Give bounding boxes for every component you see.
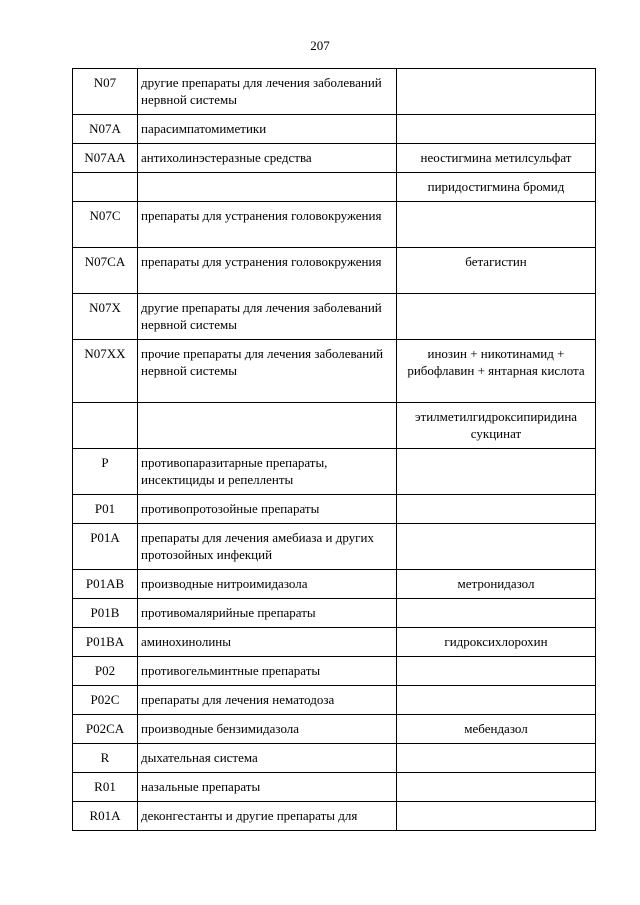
atc-code-cell: P01B [73, 599, 138, 628]
table-row [73, 686, 596, 715]
atc-code-cell: R01 [73, 773, 138, 802]
atc-code-cell: R [73, 744, 138, 773]
atc-code-cell: R01A [73, 802, 138, 831]
table-row [73, 115, 596, 144]
atc-code-cell: N07A [73, 115, 138, 144]
drug-name-cell [397, 69, 596, 115]
anatomical-therapeutic-group-cell: противомалярийные препараты [138, 599, 397, 628]
anatomical-therapeutic-group-cell: назальные препараты [138, 773, 397, 802]
drug-name-cell [397, 657, 596, 686]
table-row [73, 69, 596, 115]
atc-code-cell: P02CA [73, 715, 138, 744]
anatomical-therapeutic-group-cell: прочие препараты для лечения заболеваний нервной системы [138, 340, 397, 403]
table-row [73, 599, 596, 628]
drug-name-cell [397, 524, 596, 570]
table-row [73, 495, 596, 524]
anatomical-therapeutic-group-cell: парасимпатомиметики [138, 115, 397, 144]
drug-name-cell [397, 115, 596, 144]
drug-name-cell: метронидазол [397, 570, 596, 599]
table-row [73, 173, 596, 202]
drug-name-cell [397, 202, 596, 248]
drug-name-cell: этилметилгидроксипиридина сукцинат [397, 403, 596, 449]
atc-code-cell: N07X [73, 294, 138, 340]
drug-name-cell: инозин + никотинамид + рибофлавин + янтарная кислота [397, 340, 596, 403]
anatomical-therapeutic-group-cell: препараты для лечения амебиаза и других протозойных инфекций [138, 524, 397, 570]
atc-code-cell: P01BA [73, 628, 138, 657]
anatomical-therapeutic-group-cell: дыхательная система [138, 744, 397, 773]
anatomical-therapeutic-group-cell: производные бензимидазола [138, 715, 397, 744]
anatomical-therapeutic-group-cell [138, 173, 397, 202]
drug-name-cell [397, 294, 596, 340]
anatomical-therapeutic-group-cell: антихолинэстеразные средства [138, 144, 397, 173]
anatomical-therapeutic-group-cell: препараты для лечения нематодоза [138, 686, 397, 715]
table-row [73, 570, 596, 599]
anatomical-therapeutic-group-cell: препараты для устранения головокружения [138, 202, 397, 248]
drug-name-cell [397, 599, 596, 628]
drug-name-cell [397, 686, 596, 715]
table-row [73, 773, 596, 802]
anatomical-therapeutic-group-cell: аминохинолины [138, 628, 397, 657]
atc-code-cell: P02 [73, 657, 138, 686]
drug-name-cell [397, 744, 596, 773]
anatomical-therapeutic-group-cell: противопаразитарные препараты, инсектициды и репелленты [138, 449, 397, 495]
drug-name-cell: бетагистин [397, 248, 596, 294]
anatomical-therapeutic-group-cell: препараты для устранения головокружения [138, 248, 397, 294]
table-row [73, 340, 596, 403]
atc-code-cell: P01 [73, 495, 138, 524]
page-number: 207 [310, 38, 330, 53]
atc-code-cell: P02C [73, 686, 138, 715]
drug-name-cell: гидроксихлорохин [397, 628, 596, 657]
atc-code-cell: N07 [73, 69, 138, 115]
table-row [73, 294, 596, 340]
anatomical-therapeutic-group-cell: противогельминтные препараты [138, 657, 397, 686]
table-row [73, 202, 596, 248]
atc-code-cell: P [73, 449, 138, 495]
anatomical-therapeutic-group-cell: другие препараты для лечения заболеваний нервной системы [138, 294, 397, 340]
atc-code-cell: N07C [73, 202, 138, 248]
table-row [73, 657, 596, 686]
anatomical-therapeutic-group-cell: деконгестанты и другие препараты для [138, 802, 397, 831]
table-row [73, 144, 596, 173]
drug-name-cell: мебендазол [397, 715, 596, 744]
drug-name-cell [397, 449, 596, 495]
table-row [73, 449, 596, 495]
atc-code-cell [73, 173, 138, 202]
table-row [73, 744, 596, 773]
atc-code-cell: N07XX [73, 340, 138, 403]
atc-code-cell: P01A [73, 524, 138, 570]
drug-name-cell: неостигмина метилсульфат [397, 144, 596, 173]
atc-code-cell [73, 403, 138, 449]
drug-name-cell [397, 802, 596, 831]
table-row [73, 248, 596, 294]
table-row [73, 802, 596, 831]
drug-classification-table [72, 68, 596, 831]
anatomical-therapeutic-group-cell [138, 403, 397, 449]
drug-name-cell: пиридостигмина бромид [397, 173, 596, 202]
table-row [73, 524, 596, 570]
table-row [73, 403, 596, 449]
atc-code-cell: N07AA [73, 144, 138, 173]
atc-code-cell: P01AB [73, 570, 138, 599]
anatomical-therapeutic-group-cell: противопротозойные препараты [138, 495, 397, 524]
anatomical-therapeutic-group-cell: другие препараты для лечения заболеваний нервной системы [138, 69, 397, 115]
table-row [73, 715, 596, 744]
table-body [73, 69, 596, 831]
drug-name-cell [397, 773, 596, 802]
drug-name-cell [397, 495, 596, 524]
atc-code-cell: N07CA [73, 248, 138, 294]
table-row [73, 628, 596, 657]
anatomical-therapeutic-group-cell: производные нитроимидазола [138, 570, 397, 599]
